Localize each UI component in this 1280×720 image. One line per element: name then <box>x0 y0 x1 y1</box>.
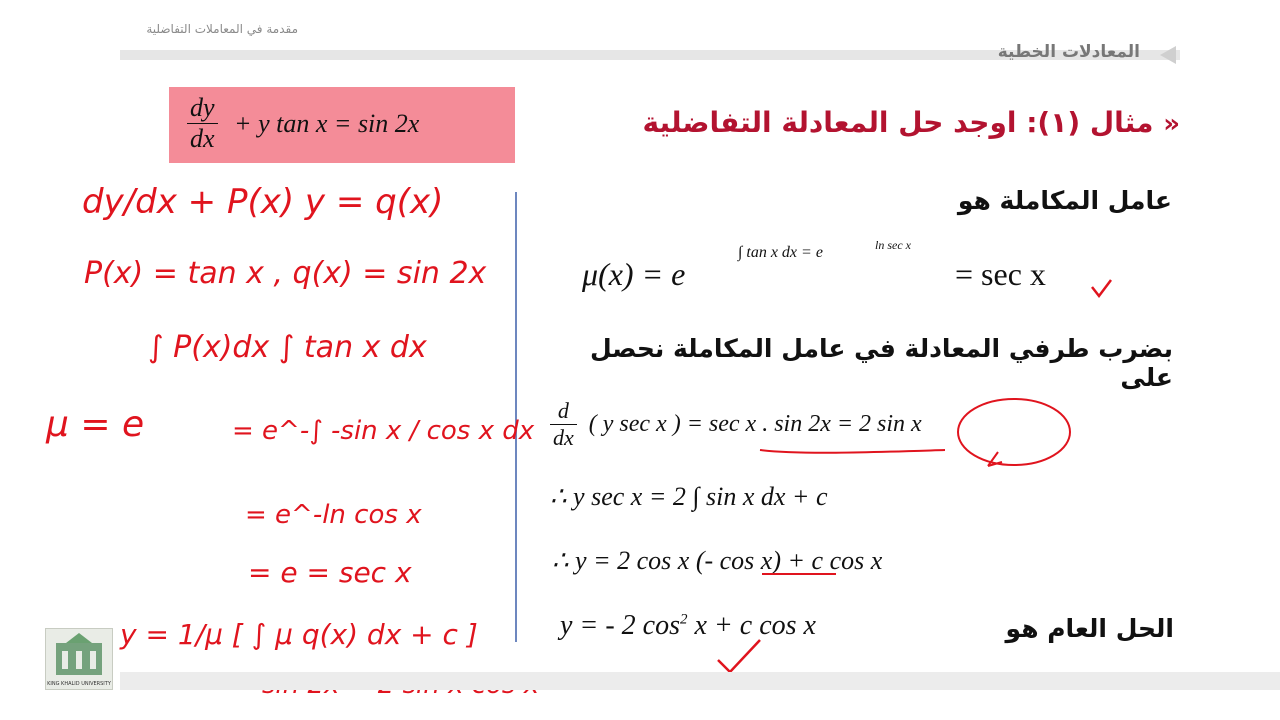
equation-rest: + y tan x = sin 2x <box>234 108 420 138</box>
checkmark-icon <box>1092 280 1111 296</box>
mu-exponent-text: ∫ tan x dx = e <box>738 244 823 261</box>
handwriting-line-1: dy/dx + P(x) y = q(x) <box>82 182 444 222</box>
mu-rhs: = sec x <box>955 256 1046 292</box>
handwriting-line-8: y = 1/μ [ ∫ μ q(x) dx + c ] <box>120 618 478 651</box>
crest-icon <box>46 629 112 689</box>
handwriting-line-3: ∫ P(x)dx ∫ tan x dx <box>148 330 427 365</box>
university-name: KING KHALID UNIVERSITY <box>47 681 111 687</box>
integrating-factor-label: عامل المكاملة هو <box>957 186 1172 215</box>
university-logo <box>45 628 113 690</box>
handwriting-line-6: = e^-ln cos x <box>245 500 422 530</box>
dx-denominator: dx <box>553 425 574 450</box>
example-title-text: مثال (١): اوجد حل المعادلة التفاضلية <box>642 106 1154 139</box>
handwriting-line-5: = e^-∫ -sin x / cos x dx <box>232 416 535 446</box>
step-4-rest: x + c cos x <box>694 610 816 641</box>
d-numerator: d <box>550 398 577 425</box>
fraction-numerator: dy <box>187 93 218 124</box>
section-title: المعادلات الخطية <box>997 42 1140 62</box>
mu-lhs: μ(x) = e <box>582 256 686 292</box>
mu-exponent-inner: ln sec x <box>875 238 911 252</box>
multiply-instruction: بضرب طرفي المعادلة في عامل المكاملة نحصل على <box>589 334 1173 392</box>
step-1-text: ( y sec x ) = sec x . sin 2x = 2 sin x <box>588 411 922 437</box>
underline-mark <box>760 450 945 453</box>
fraction-denominator: dx <box>190 124 215 153</box>
checkmark-icon-2 <box>718 640 760 672</box>
chevron-icon: « <box>1163 109 1180 139</box>
step-2: ∴ y sec x = 2 ∫ sin x dx + c <box>550 482 828 511</box>
handwriting-line-2: P(x) = tan x , q(x) = sin 2x <box>84 256 487 291</box>
step-4-exponent: 2 <box>679 611 688 628</box>
circle-mark <box>958 399 1070 465</box>
step-3: ∴ y = 2 cos x (- cos x) + c cos x <box>552 546 883 575</box>
general-solution-label: الحل العام هو <box>1005 614 1174 643</box>
course-title: مقدمة في المعاملات التفاضلية <box>146 22 298 36</box>
footer-bar <box>120 672 1280 690</box>
handwriting-line-7: = e = sec x <box>248 556 412 589</box>
handwriting-line-4: μ = e <box>46 404 145 445</box>
step-4-main: y = - 2 cos <box>560 610 680 641</box>
